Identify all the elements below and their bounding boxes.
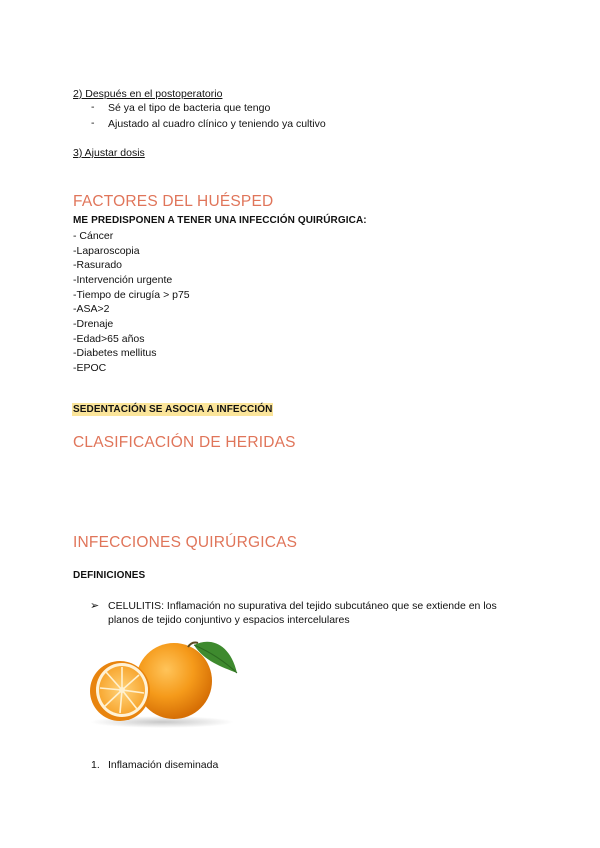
list-bullet: - — [91, 101, 95, 113]
orange-image — [82, 633, 242, 728]
factores-heading: FACTORES DEL HUÉSPED — [73, 193, 274, 210]
list-item: -Laparoscopia — [73, 245, 140, 257]
numbered-item: Inflamación diseminada — [108, 759, 219, 771]
highlighted-note — [72, 404, 273, 415]
clasificacion-heading: CLASIFICACIÓN DE HERIDAS — [73, 434, 296, 451]
list-bullet: - — [91, 117, 95, 129]
numbered-marker: 1. — [91, 759, 100, 771]
list-item: Sé ya el tipo de bacteria que tengo — [108, 102, 271, 114]
list-item: -Diabetes mellitus — [73, 347, 157, 359]
list-item: -Tiempo de cirugía > p75 — [73, 289, 190, 301]
list-item: -EPOC — [73, 362, 107, 374]
list-item: -Drenaje — [73, 318, 114, 330]
list-item: -Rasurado — [73, 259, 123, 271]
list-item: -ASA>2 — [73, 303, 110, 315]
orange-illustration — [82, 633, 242, 728]
celulitis-definition-line-2: planos de tejido conjuntivo y espacios intercelulares — [108, 614, 350, 626]
arrow-bullet-icon: ➢ — [90, 600, 100, 612]
factores-subheading: ME PREDISPONEN A TENER UNA INFECCIÓN QUIRÚRGICA: — [73, 215, 367, 226]
step-2-title: 2) Después en el postoperatorio — [73, 88, 223, 100]
list-item: -Edad>65 años — [73, 333, 145, 345]
list-item: - Cáncer — [73, 230, 114, 242]
list-item: Ajustado al cuadro clínico y teniendo ya cultivo — [108, 118, 326, 130]
list-item: -Intervención urgente — [73, 274, 173, 286]
step-3-title: 3) Ajustar dosis — [73, 147, 145, 159]
highlight-text: SEDENTACIÓN SE ASOCIA A INFECCIÓN — [73, 404, 273, 415]
definiciones-label: DEFINICIONES — [73, 570, 146, 581]
infecciones-heading: INFECCIONES QUIRÚRGICAS — [73, 534, 298, 551]
celulitis-definition-line-1: CELULITIS: Inflamación no supurativa del tejido subcutáneo que se extiende en los — [108, 600, 497, 612]
